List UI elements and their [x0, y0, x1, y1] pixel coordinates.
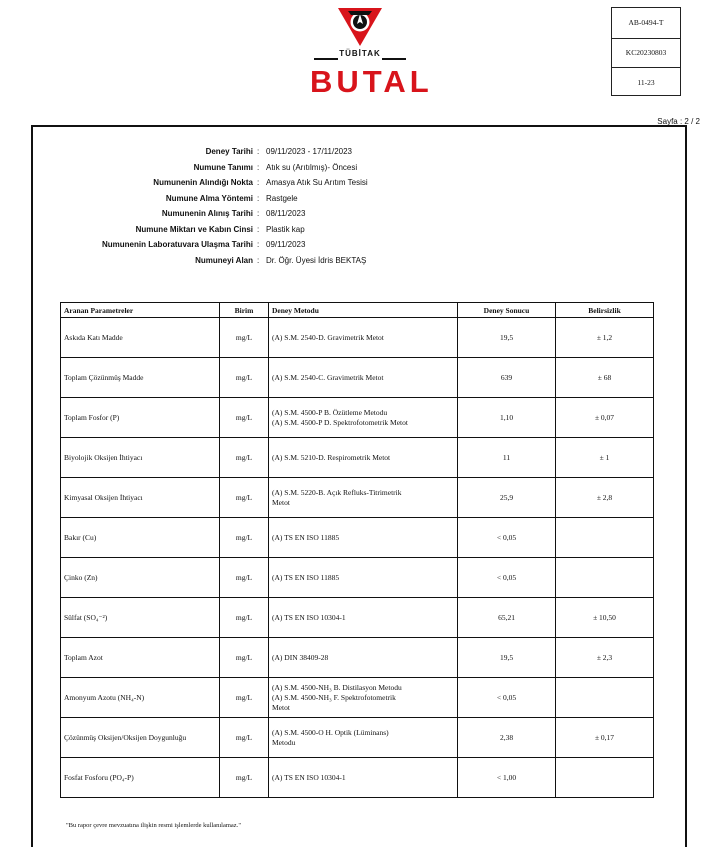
- cell-method: [269, 398, 458, 438]
- method-line: (A) S.M. 4500-P B. Özütleme Metodu: [272, 407, 388, 417]
- cell-uncertainty: ± 1,2: [556, 318, 654, 358]
- cell-result: 19,5: [458, 638, 556, 678]
- accreditation-code: AB-0494-T: [628, 18, 664, 28]
- info-row: [0, 223, 703, 237]
- info-colon: :: [257, 255, 260, 265]
- cell-result: 65,21: [458, 598, 556, 638]
- method-line: (A) S.M. 5210-D. Respirometrik Metot: [272, 452, 391, 462]
- logo-rule-right: [382, 58, 406, 60]
- col-header-parameter: Aranan Parametreler: [61, 303, 220, 318]
- method-line: (A) S.M. 5220-B. Açık Refluks-Titrimetrik: [272, 487, 402, 497]
- table-row: [61, 318, 654, 358]
- cell-unit: mg/L: [220, 398, 269, 438]
- info-label: Deney Tarihi: [205, 147, 253, 156]
- info-value: Amasya Atık Su Arıtım Tesisi: [266, 178, 368, 187]
- table-row: [61, 638, 654, 678]
- table-row: [61, 478, 654, 518]
- cell-unit: mg/L: [220, 438, 269, 478]
- table-row: [61, 438, 654, 478]
- cell-parameter: Toplam Azot: [61, 638, 220, 678]
- table-header-row: [61, 303, 654, 318]
- butal-text: BUTAL: [310, 64, 433, 99]
- cell-result: 1,10: [458, 398, 556, 438]
- info-value: 09/11/2023: [266, 240, 306, 249]
- info-row: [0, 238, 703, 252]
- method-line: (A) DIN 38409-28: [272, 652, 329, 662]
- butal-logo: [310, 0, 433, 110]
- cell-method: [269, 438, 458, 478]
- cell-result: < 0,05: [458, 678, 556, 718]
- method-line: (A) S.M. 4500-NH₃ F. Spektrofotometrik: [272, 692, 396, 702]
- cell-unit: mg/L: [220, 358, 269, 398]
- page-number: Sayfa : 2 / 2: [657, 117, 700, 126]
- cell-method: [269, 598, 458, 638]
- info-row: [0, 207, 703, 221]
- info-label: Numuneyi Alan: [195, 255, 253, 265]
- info-label: Numune Tanımı: [193, 162, 253, 172]
- method-line: (A) S.M. 2540-D. Gravimetrik Metot: [272, 332, 384, 342]
- cell-uncertainty: ± 2,3: [556, 638, 654, 678]
- cell-parameter: Toplam Çözünmüş Madde: [61, 358, 220, 398]
- cell-parameter: Biyolojik Oksijen İhtiyacı: [61, 438, 220, 478]
- cell-unit: mg/L: [220, 718, 269, 758]
- cell-parameter: Askıda Katı Madde: [61, 318, 220, 358]
- results-table: [60, 302, 654, 798]
- col-header-uncertainty: Belirsizlik: [556, 303, 654, 318]
- cell-parameter: Çözünmüş Oksijen/Oksijen Doygunluğu: [61, 718, 220, 758]
- info-colon: :: [257, 178, 260, 187]
- cell-method: [269, 518, 458, 558]
- cell-unit: mg/L: [220, 558, 269, 598]
- cell-unit: mg/L: [220, 318, 269, 358]
- cell-uncertainty: [556, 678, 654, 718]
- logo-rule-left: [314, 58, 338, 60]
- cell-uncertainty: ± 1: [556, 438, 654, 478]
- table-row: [61, 558, 654, 598]
- footnote: "Bu rapor çevre mevzuatına ilişkin resmi işlemlerde kullanılamaz.": [66, 822, 241, 829]
- info-value: 09/11/2023 - 17/11/2023: [266, 147, 352, 156]
- cell-parameter: Amonyum Azotu (NH₄-N): [61, 678, 220, 718]
- info-label: Numunenin Alınış Tarihi: [161, 209, 253, 218]
- table-row: [61, 678, 654, 718]
- tubitak-text: TÜBİTAK: [339, 49, 381, 58]
- cell-unit: mg/L: [220, 598, 269, 638]
- info-row: [0, 254, 703, 268]
- info-value: Atık su (Arıtılmış)- Öncesi: [266, 162, 358, 172]
- info-colon: :: [257, 193, 260, 203]
- info-row: [0, 145, 703, 159]
- info-value: Dr. Öğr. Üyesi İdris BEKTAŞ: [266, 255, 367, 265]
- cell-result: 25,9: [458, 478, 556, 518]
- method-line: (A) S.M. 4500-P D. Spektrofotometrik Metot: [272, 417, 408, 427]
- report-date-code: 11-23: [612, 67, 680, 97]
- info-row: [0, 176, 703, 190]
- method-line: Metot: [272, 497, 290, 507]
- info-row: [0, 161, 703, 175]
- info-value: 08/11/2023: [266, 209, 306, 218]
- cell-unit: mg/L: [220, 478, 269, 518]
- cell-unit: mg/L: [220, 638, 269, 678]
- info-colon: :: [257, 147, 260, 156]
- method-line: (A) S.M. 2540-C. Gravimetrik Metot: [272, 372, 384, 382]
- table-row: [61, 718, 654, 758]
- cell-result: < 0,05: [458, 558, 556, 598]
- col-header-result: Deney Sonucu: [458, 303, 556, 318]
- cell-method: [269, 678, 458, 718]
- cell-parameter: Kimyasal Oksijen İhtiyacı: [61, 478, 220, 518]
- info-label: Numune Alma Yöntemi: [165, 193, 253, 203]
- method-line: Metot: [272, 702, 290, 712]
- cell-result: 2,38: [458, 718, 556, 758]
- col-header-method: Deney Metodu: [269, 303, 458, 318]
- table-row: [61, 358, 654, 398]
- report-number: KC20230803: [612, 38, 680, 68]
- cell-uncertainty: ± 68: [556, 358, 654, 398]
- cell-parameter: Fosfat Fosforu (PO₄-P): [61, 758, 220, 798]
- cell-method: [269, 718, 458, 758]
- cell-parameter: Sülfat (SO₄⁻²): [61, 598, 220, 638]
- method-line: (A) TS EN ISO 11885: [272, 532, 340, 542]
- cell-method: [269, 358, 458, 398]
- cell-method: [269, 558, 458, 598]
- table-row: [61, 518, 654, 558]
- method-line: (A) S.M. 4500-NH₃ B. Distilasyon Metodu: [272, 682, 402, 692]
- tubitak-emblem-icon: [336, 2, 384, 50]
- info-colon: :: [257, 162, 260, 172]
- info-row: [0, 192, 703, 206]
- info-colon: :: [257, 240, 260, 249]
- cell-result: 11: [458, 438, 556, 478]
- col-header-unit: Birim: [220, 303, 269, 318]
- cell-uncertainty: ± 0,17: [556, 718, 654, 758]
- info-value: Plastik kap: [266, 224, 305, 234]
- cell-uncertainty: ± 10,50: [556, 598, 654, 638]
- cell-parameter: Bakır (Cu): [61, 518, 220, 558]
- cell-unit: mg/L: [220, 758, 269, 798]
- cell-result: < 0,05: [458, 518, 556, 558]
- info-value: Rastgele: [266, 193, 298, 203]
- info-colon: :: [257, 209, 260, 218]
- info-label: Numunenin Alındığı Nokta: [153, 178, 253, 187]
- report-codes-box: [611, 7, 681, 96]
- table-row: [61, 758, 654, 798]
- method-line: (A) TS EN ISO 11885: [272, 572, 340, 582]
- cell-uncertainty: ± 2,8: [556, 478, 654, 518]
- method-line: (A) S.M. 4500-O H. Optik (Lüminans): [272, 727, 389, 737]
- table-row: [61, 398, 654, 438]
- info-label: Numunenin Laboratuvara Ulaşma Tarihi: [102, 240, 253, 249]
- cell-result: 19,5: [458, 318, 556, 358]
- cell-uncertainty: [556, 518, 654, 558]
- info-colon: :: [257, 224, 260, 234]
- cell-unit: mg/L: [220, 518, 269, 558]
- cell-uncertainty: ± 0,07: [556, 398, 654, 438]
- cell-method: [269, 638, 458, 678]
- info-label: Numune Miktarı ve Kabın Cinsi: [135, 224, 253, 234]
- method-line: (A) TS EN ISO 10304-1: [272, 772, 346, 782]
- method-line: Metodu: [272, 737, 296, 747]
- method-line: (A) TS EN ISO 10304-1: [272, 612, 346, 622]
- cell-uncertainty: [556, 758, 654, 798]
- cell-result: < 1,00: [458, 758, 556, 798]
- cell-uncertainty: [556, 558, 654, 598]
- table-row: [61, 598, 654, 638]
- cell-parameter: Toplam Fosfor (P): [61, 398, 220, 438]
- cell-method: [269, 478, 458, 518]
- cell-result: 639: [458, 358, 556, 398]
- cell-unit: mg/L: [220, 678, 269, 718]
- cell-method: [269, 318, 458, 358]
- cell-parameter: Çinko (Zn): [61, 558, 220, 598]
- cell-method: [269, 758, 458, 798]
